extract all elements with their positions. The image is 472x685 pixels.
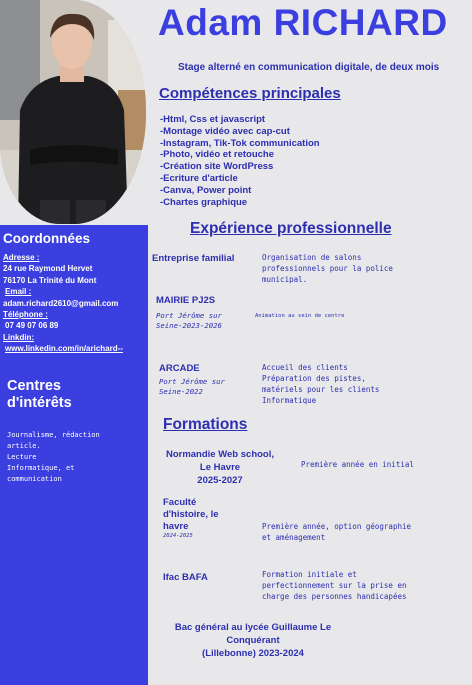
experience-desc-line: Accueil des clients	[262, 363, 348, 372]
education-dates: 2024-2025	[163, 533, 193, 539]
education-desc-line: perfectionnement sur la prise en	[262, 581, 407, 590]
address-line1: 24 rue Raymond Hervet	[3, 264, 93, 274]
skill-item: -Montage vidéo avec cap-cut	[160, 125, 290, 137]
interests-title	[7, 378, 72, 412]
education-title: Formations	[163, 416, 248, 433]
experience-title: Expérience professionnelle	[190, 220, 392, 237]
interest-line: Informatique, et	[7, 464, 75, 472]
education-school-line: d'histoire, le	[163, 509, 219, 520]
experience-org: ARCADE	[159, 363, 200, 374]
education-school-line: Conquérant	[226, 635, 280, 646]
education-school: Ifac BAFA	[163, 572, 208, 583]
skill-item: -Création site WordPress	[160, 161, 274, 173]
address-line2: 76170 La Trinité du Mont	[3, 275, 97, 285]
profile-photo-illustration	[0, 0, 146, 224]
education-school	[160, 448, 280, 487]
linkedin-label: Linkdin:	[3, 332, 35, 342]
experience-org: MAIRIE PJ2S	[156, 295, 216, 306]
skill-item: -Canva, Power point	[160, 184, 252, 196]
skill-item: -Instagram, Tik-Tok communication	[160, 137, 320, 149]
education-school-line: 2025-2027	[197, 475, 243, 486]
experience-place	[156, 311, 222, 331]
experience-place-line: Seine-2022	[159, 387, 203, 396]
profile-photo	[0, 0, 146, 224]
email-label: Email :	[5, 287, 32, 297]
candidate-subtitle: Stage alterné en communication digitale, de deux mois	[178, 62, 440, 73]
education-school	[163, 497, 219, 533]
interest-line: article.	[7, 442, 41, 450]
experience-desc-line: Préparation des pistes,	[262, 374, 366, 383]
candidate-name: Adam RICHARD	[158, 2, 448, 43]
skill-item: -Chartes graphique	[160, 196, 248, 208]
experience-desc-line: Organisation de salons	[262, 253, 362, 262]
experience-place-line: Port Jérôme sur	[156, 311, 222, 320]
education-desc: Première année en initial	[301, 460, 414, 469]
interests-list	[7, 430, 100, 485]
experience-place	[159, 377, 225, 397]
contact-title: Coordonnées	[3, 231, 91, 246]
education-school-line: havre	[163, 521, 189, 532]
education-desc-line: et aménagement	[262, 533, 326, 542]
linkedin-link[interactable]: www.linkedin.com/in/arichard--	[5, 344, 123, 354]
education-desc	[262, 569, 407, 602]
interests-title-line2: d'intérêts	[7, 395, 72, 411]
skill-item: -Photo, vidéo et retouche	[160, 149, 275, 161]
interest-line: Journalisme, rédaction	[7, 431, 100, 439]
contact-block	[3, 252, 147, 355]
education-school-line: Le Havre	[199, 462, 241, 473]
education-desc-line: Première année, option géographie	[262, 522, 412, 531]
experience-desc-line: matériels pour les clients	[262, 385, 380, 394]
profile-photo-area	[0, 0, 148, 225]
interest-line: communication	[7, 475, 62, 483]
education-school-line: Faculté	[163, 497, 197, 508]
experience-place-line: Seine-2023-2026	[156, 321, 222, 330]
skill-item: -Ecriture d'article	[160, 172, 238, 184]
email-link[interactable]: adam.richard2610@gmail.com	[3, 298, 119, 308]
education-desc-line: Formation initiale et	[262, 570, 357, 579]
skill-item: -Html, Css et javascript	[160, 114, 266, 125]
experience-desc-line: Informatique	[262, 396, 317, 405]
experience-desc: Animation au sein de centre	[255, 313, 345, 319]
experience-desc-line: professionnels pour la police	[262, 264, 393, 273]
experience-desc	[262, 362, 379, 406]
address-label: Adresse :	[3, 253, 40, 262]
phone-label: Téléphone :	[3, 310, 48, 320]
education-desc-line: charge des personnes handicapées	[262, 592, 407, 601]
education-school-line: Bac général au lycée Guillaume Le	[174, 622, 332, 633]
skills-list	[160, 114, 320, 208]
interests-title-line1: Centres	[7, 378, 61, 394]
skills-title: Compétences principales	[159, 85, 341, 102]
interest-line: Lecture	[7, 453, 37, 461]
education-school-line: Normandie Web school,	[165, 449, 275, 460]
education-school	[160, 621, 346, 660]
education-school-line: (Lillebonne) 2023-2024	[202, 648, 304, 659]
phone-value[interactable]: 07 49 07 06 89	[5, 321, 59, 331]
experience-desc	[262, 252, 393, 285]
experience-org: Entreprise familial	[152, 253, 235, 264]
experience-place-line: Port Jérôme sur	[159, 377, 225, 386]
experience-desc-line: municipal.	[262, 275, 308, 284]
education-desc	[262, 521, 411, 543]
